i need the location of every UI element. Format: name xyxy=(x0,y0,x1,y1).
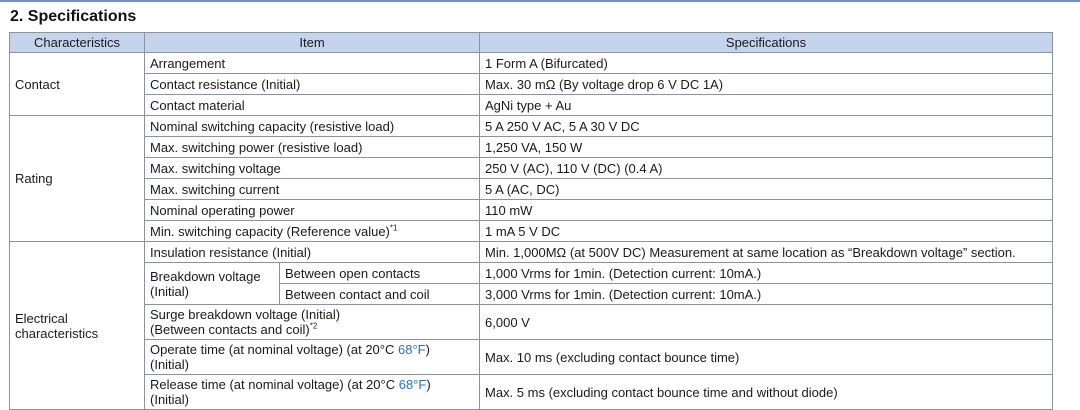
header-item: Item xyxy=(145,33,480,53)
spec-cell: Max. 5 ms (excluding contact bounce time and without diode) xyxy=(480,375,1053,410)
item-cell xyxy=(145,305,480,340)
item-cell: Contact material xyxy=(145,95,480,116)
table-row xyxy=(10,263,1053,284)
item-cell: Max. switching power (resistive load) xyxy=(145,137,480,158)
item-cell xyxy=(145,221,480,242)
spec-cell: 1 Form A (Bifurcated) xyxy=(480,53,1053,74)
table-row xyxy=(10,179,1053,200)
footnote-marker: *2 xyxy=(309,321,318,331)
spec-cell: 110 mW xyxy=(480,200,1053,221)
table-row xyxy=(10,221,1053,242)
item-cell: Max. switching voltage xyxy=(145,158,480,179)
spec-cell: 6,000 V xyxy=(480,305,1053,340)
spec-cell: 1 mA 5 V DC xyxy=(480,221,1053,242)
category-rating: Rating xyxy=(10,116,145,242)
paren-close: ) xyxy=(425,342,430,357)
spec-cell: AgNi type + Au xyxy=(480,95,1053,116)
release-line2: (Initial) xyxy=(150,392,190,407)
spec-cell: Min. 1,000MΩ (at 500V DC) Measurement at same location as “Breakdown voltage” section. xyxy=(480,242,1053,263)
category-electrical xyxy=(10,242,145,410)
surge-line1: Surge breakdown voltage (Initial) xyxy=(150,307,341,322)
sub-item-cell: Between open contacts xyxy=(280,263,480,284)
item-cell: Nominal operating power xyxy=(145,200,480,221)
spec-cell: 3,000 Vrms for 1min. (Detection current: 10mA.) xyxy=(480,284,1053,305)
table-row xyxy=(10,158,1053,179)
spec-cell: 5 A 250 V AC, 5 A 30 V DC xyxy=(480,116,1053,137)
paren-close: ) xyxy=(426,377,431,392)
spec-cell: 1,000 Vrms for 1min. (Detection current: 10mA.) xyxy=(480,263,1053,284)
table-row xyxy=(10,53,1053,74)
spec-cell: 5 A (AC, DC) xyxy=(480,179,1053,200)
spec-cell: 1,250 VA, 150 W xyxy=(480,137,1053,158)
item-cell: Nominal switching capacity (resistive load) xyxy=(145,116,480,137)
header-specifications: Specifications xyxy=(480,33,1053,53)
footnote-marker: *1 xyxy=(389,223,398,233)
specifications-table xyxy=(9,32,1053,410)
item-cell: Arrangement xyxy=(145,53,480,74)
fahrenheit-value: 68°F xyxy=(398,342,426,357)
header-characteristics: Characteristics xyxy=(10,33,145,53)
spec-cell: Max. 10 ms (excluding contact bounce time) xyxy=(480,340,1053,375)
table-row xyxy=(10,116,1053,137)
breakdown-voltage-cell xyxy=(145,263,280,305)
table-row xyxy=(10,340,1053,375)
category-label-line2: characteristics xyxy=(15,325,99,341)
section-title: 2. Specifications xyxy=(10,8,137,25)
release-line1: Release time (at nominal voltage) (at 20°C xyxy=(150,377,396,392)
table-row xyxy=(10,74,1053,95)
breakdown-line2: (Initial) xyxy=(150,283,190,299)
top-rule xyxy=(0,0,1080,2)
item-cell: Max. switching current xyxy=(145,179,480,200)
spec-cell: Max. 30 mΩ (By voltage drop 6 V DC 1A) xyxy=(480,74,1053,95)
table-row xyxy=(10,375,1053,410)
table-row xyxy=(10,242,1053,263)
sub-item-cell: Between contact and coil xyxy=(280,284,480,305)
table-row xyxy=(10,305,1053,340)
table-row xyxy=(10,95,1053,116)
table-row xyxy=(10,137,1053,158)
operate-line2: (Initial) xyxy=(150,357,190,372)
category-contact: Contact xyxy=(10,53,145,116)
fahrenheit-value: 68°F xyxy=(398,377,427,392)
table-row xyxy=(10,200,1053,221)
item-cell xyxy=(145,340,480,375)
header-row xyxy=(10,33,1053,53)
category-label-line1: Electrical xyxy=(15,310,68,326)
item-cell xyxy=(145,375,480,410)
item-text: Min. switching capacity (Reference value) xyxy=(150,223,390,239)
breakdown-line1: Breakdown voltage xyxy=(150,268,261,284)
item-cell: Insulation resistance (Initial) xyxy=(145,242,480,263)
surge-line2: (Between contacts and coil) xyxy=(150,322,310,337)
operate-line1: Operate time (at nominal voltage) (at 20°C xyxy=(150,342,395,357)
spec-cell: 250 V (AC), 110 V (DC) (0.4 A) xyxy=(480,158,1053,179)
item-cell: Contact resistance (Initial) xyxy=(145,74,480,95)
